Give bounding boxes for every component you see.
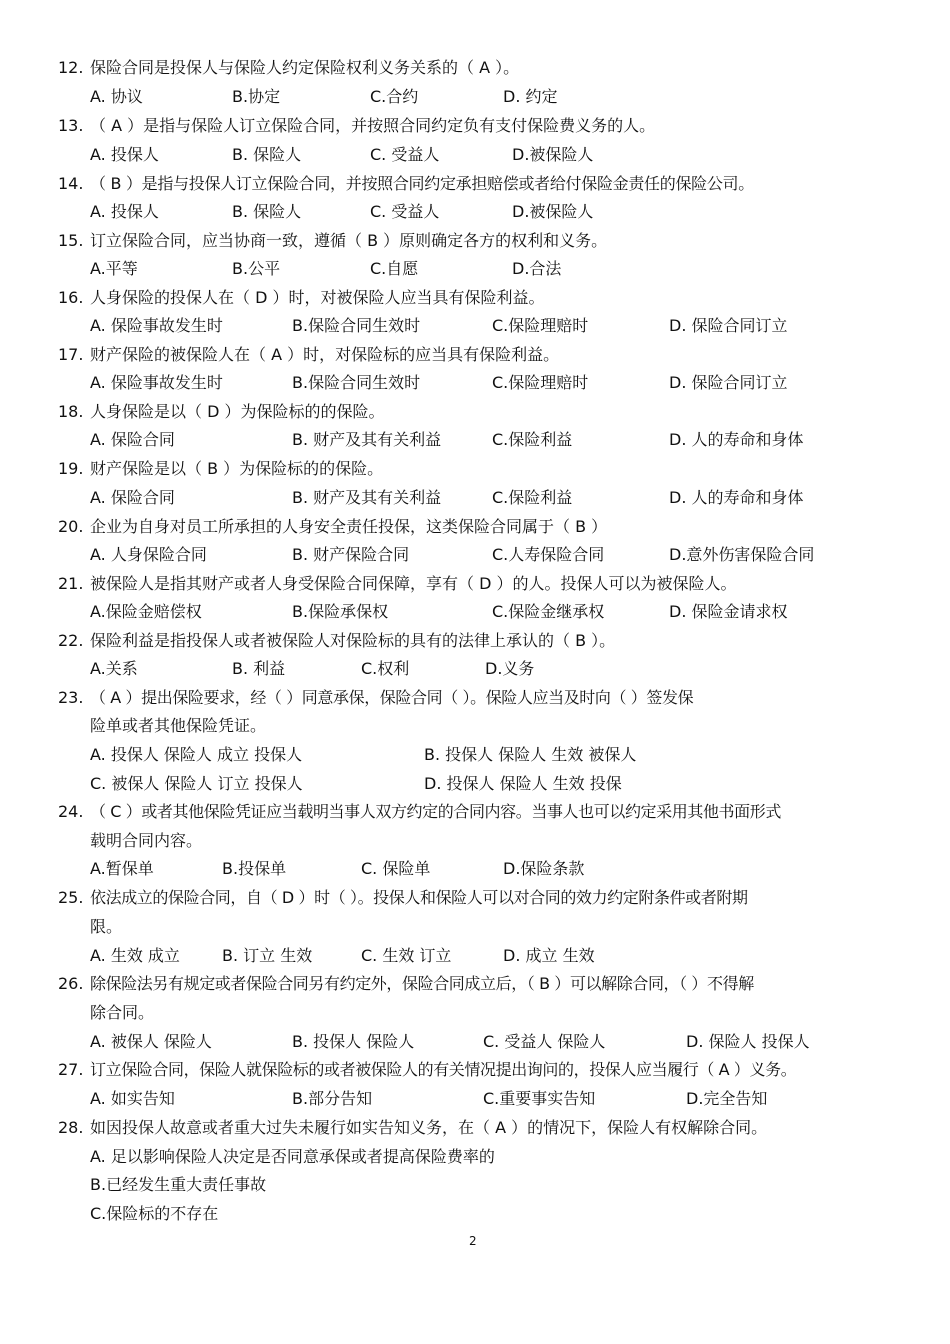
option-a: A. 投保人	[90, 145, 159, 164]
option-b: B.公平	[232, 259, 281, 278]
option-b: B. 财产保险合同	[292, 545, 410, 564]
option-a: A.暂保单	[90, 859, 154, 878]
question-number: 15.	[58, 231, 84, 250]
question-stem: 企业为自身对员工所承担的人身安全责任投保，这类保险合同属于（ B ）	[90, 517, 608, 536]
question-stem: 保险合同是投保人与保险人约定保险权利义务关系的（ A ）。	[90, 58, 520, 77]
option-a: A. 生效 成立	[90, 946, 180, 965]
question-number: 23.	[58, 688, 84, 707]
question-12	[58, 58, 519, 78]
option-a: A. 协议	[90, 87, 143, 106]
question-stem: 依法成立的保险合同，自（ D ）时（ ）。投保人和保险人可以对合同的效力约定附条件或者附期	[90, 888, 748, 907]
question-number: 21.	[58, 574, 84, 593]
question-stem: （ B ）是指与投保人订立保险合同，并按照合同约定承担赔偿或者给付保险金责任的保险公司。	[90, 174, 754, 193]
option-b: B.部分告知	[292, 1089, 373, 1108]
option-c: C.合约	[370, 87, 419, 106]
option-b: B. 财产及其有关利益	[292, 488, 442, 507]
question-stem-continuation: 限。	[90, 917, 123, 936]
option-d: D. 投保人 保险人 生效 投保	[424, 774, 622, 793]
option-b: B.保险合同生效时	[292, 373, 421, 392]
option-d: D.义务	[485, 659, 535, 678]
question-17	[58, 345, 559, 365]
option-b: B.已经发生重大责任事故	[90, 1175, 267, 1194]
question-stem: （ C ）或者其他保险凭证应当载明当事人双方约定的合同内容。当事人也可以约定采用其他书面形式	[90, 802, 781, 821]
option-a: A. 投保人 保险人 成立 投保人	[90, 745, 303, 764]
option-d: D. 保险合同订立	[669, 373, 788, 392]
option-a: A. 保险事故发生时	[90, 373, 223, 392]
question-number: 17.	[58, 345, 84, 364]
question-22	[58, 631, 615, 651]
option-b: B. 投保人 保险人 生效 被保人	[424, 745, 637, 764]
option-c: C.权利	[361, 659, 410, 678]
option-c: C.自愿	[370, 259, 419, 278]
option-c: C. 生效 订立	[361, 946, 452, 965]
question-number: 25.	[58, 888, 84, 907]
question-stem: （ A ）提出保险要求，经（ ）同意承保，保险合同（ ）。保险人应当及时向（ ）签发保	[90, 688, 694, 707]
question-stem: 人身保险是以（ D ）为保险标的的保险。	[90, 402, 385, 421]
question-stem-continuation: 除合同。	[90, 1003, 155, 1022]
question-number: 27.	[58, 1060, 84, 1079]
question-27	[58, 1060, 796, 1080]
option-c: C.保险金继承权	[492, 602, 605, 621]
option-c: C. 被保人 保险人 订立 投保人	[90, 774, 303, 793]
option-a: A.关系	[90, 659, 138, 678]
question-number: 19.	[58, 459, 84, 478]
option-c: C. 受益人	[370, 202, 440, 221]
question-23	[58, 688, 693, 708]
question-stem: （ A ）是指与保险人订立保险合同，并按照合同约定负有支付保险费义务的人。	[90, 116, 656, 135]
option-a: A. 如实告知	[90, 1089, 175, 1108]
option-b: B. 财产及其有关利益	[292, 430, 442, 449]
option-c: C.保险理赔时	[492, 373, 589, 392]
option-a: A. 投保人	[90, 202, 159, 221]
option-d: D. 成立 生效	[503, 946, 595, 965]
page-number: 2	[469, 1234, 477, 1248]
option-d: D.合法	[512, 259, 562, 278]
option-b: B. 投保人 保险人	[292, 1032, 415, 1051]
question-stem: 除保险法另有规定或者保险合同另有约定外，保险合同成立后，（ B ）可以解除合同，（ ）不得解	[90, 974, 754, 993]
question-stem: 保险利益是指投保人或者被保险人对保险标的具有的法律上承认的（ B ）。	[90, 631, 616, 650]
option-c: C. 保险单	[361, 859, 431, 878]
question-stem: 人身保险的投保人在（ D ）时，对被保险人应当具有保险利益。	[90, 288, 545, 307]
option-c: C.保险标的不存在	[90, 1204, 219, 1223]
option-b: B. 利益	[232, 659, 286, 678]
option-c: C.保险理赔时	[492, 316, 589, 335]
question-25	[58, 888, 748, 908]
option-a: A.保险金赔偿权	[90, 602, 202, 621]
question-number: 16.	[58, 288, 84, 307]
question-stem: 订立保险合同，保险人就保险标的或者被保险人的有关情况提出询问的，投保人应当履行（ A ）义务。	[90, 1060, 797, 1079]
question-18	[58, 402, 385, 422]
question-stem-continuation: 载明合同内容。	[90, 831, 203, 850]
option-a: A. 保险合同	[90, 488, 175, 507]
option-a: A. 足以影响保险人决定是否同意承保或者提高保险费率的	[90, 1147, 495, 1166]
question-stem: 财产保险的被保险人在（ A ）时，对保险标的应当具有保险利益。	[90, 345, 560, 364]
question-number: 22.	[58, 631, 84, 650]
option-b: B.投保单	[222, 859, 287, 878]
option-b: B.保险承保权	[292, 602, 389, 621]
question-stem-continuation: 险单或者其他保险凭证。	[90, 716, 267, 735]
option-c: C.人寿保险合同	[492, 545, 605, 564]
question-number: 28.	[58, 1118, 84, 1137]
option-a: A.平等	[90, 259, 138, 278]
question-number: 24.	[58, 802, 84, 821]
option-d: D.意外伤害保险合同	[669, 545, 815, 564]
option-a: A. 人身保险合同	[90, 545, 207, 564]
question-stem: 财产保险是以（ B ）为保险标的的保险。	[90, 459, 384, 478]
option-a: A. 保险事故发生时	[90, 316, 223, 335]
option-d: D.完全告知	[686, 1089, 768, 1108]
option-d: D. 保险合同订立	[669, 316, 788, 335]
option-c: C.保险利益	[492, 430, 573, 449]
question-number: 18.	[58, 402, 84, 421]
question-26	[58, 974, 754, 994]
option-d: D.保险条款	[503, 859, 585, 878]
question-stem: 订立保险合同，应当协商一致，遵循（ B ）原则确定各方的权利和义务。	[90, 231, 608, 250]
question-24	[58, 802, 781, 822]
question-16	[58, 288, 545, 308]
question-19	[58, 459, 383, 479]
question-number: 20.	[58, 517, 84, 536]
option-d: D. 人的寿命和身体	[669, 430, 804, 449]
question-stem: 被保险人是指其财产或者人身受保险合同保障，享有（ D ）的人。投保人可以为被保险人。	[90, 574, 737, 593]
option-b: B.协定	[232, 87, 281, 106]
option-b: B. 订立 生效	[222, 946, 313, 965]
question-20	[58, 517, 607, 537]
option-d: D. 人的寿命和身体	[669, 488, 804, 507]
option-c: C. 受益人	[370, 145, 440, 164]
option-b: B. 保险人	[232, 145, 302, 164]
question-21	[58, 574, 737, 594]
question-number: 14.	[58, 174, 84, 193]
option-c: C.重要事实告知	[483, 1089, 596, 1108]
option-b: B. 保险人	[232, 202, 302, 221]
option-b: B.保险合同生效时	[292, 316, 421, 335]
option-a: A. 被保人 保险人	[90, 1032, 212, 1051]
question-number: 26.	[58, 974, 84, 993]
question-number: 12.	[58, 58, 84, 77]
option-d: D.被保险人	[512, 202, 594, 221]
option-a: A. 保险合同	[90, 430, 175, 449]
question-28	[58, 1118, 767, 1138]
question-number: 13.	[58, 116, 84, 135]
option-c: C.保险利益	[492, 488, 573, 507]
option-c: C. 受益人 保险人	[483, 1032, 606, 1051]
option-d: D. 保险金请求权	[669, 602, 788, 621]
option-d: D.被保险人	[512, 145, 594, 164]
question-15	[58, 231, 607, 251]
question-13	[58, 116, 655, 136]
option-d: D. 保险人 投保人	[686, 1032, 810, 1051]
question-stem: 如因投保人故意或者重大过失未履行如实告知义务，在（ A ）的情况下，保险人有权解除合同。	[90, 1118, 768, 1137]
question-14	[58, 174, 754, 194]
option-d: D. 约定	[503, 87, 558, 106]
